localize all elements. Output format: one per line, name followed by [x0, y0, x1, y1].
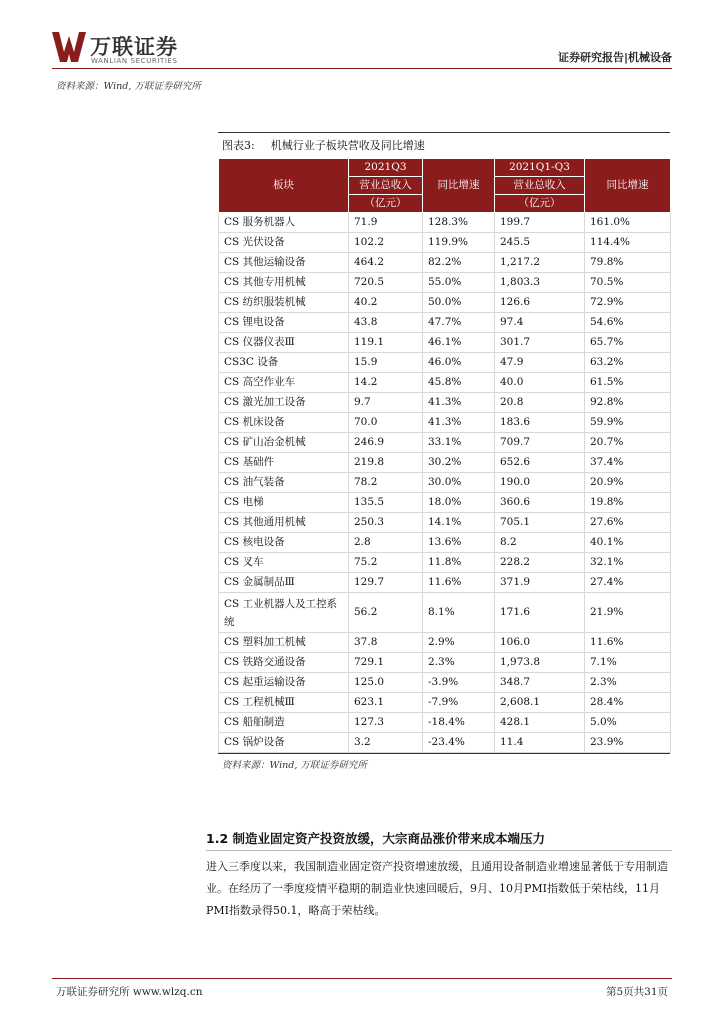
cell-yoy-q1q3: 37.4% [585, 453, 671, 473]
cell-revenue-q3: 15.9 [349, 353, 423, 373]
cell-yoy-q1q3: 11.6% [585, 633, 671, 653]
cell-sector: CS 核电设备 [219, 533, 349, 553]
cell-yoy-q3: 41.3% [423, 393, 495, 413]
header-period-q3: 2021Q3 [349, 159, 423, 177]
cell-revenue-q1q3: 183.6 [495, 413, 585, 433]
cell-revenue-q1q3: 40.0 [495, 373, 585, 393]
sector-revenue-table [218, 158, 671, 753]
table-row [219, 353, 671, 373]
table-row [219, 553, 671, 573]
cell-sector: CS 其他通用机械 [219, 513, 349, 533]
cell-yoy-q3: -7.9% [423, 693, 495, 713]
cell-revenue-q3: 78.2 [349, 473, 423, 493]
cell-yoy-q3: 47.7% [423, 313, 495, 333]
header-yoy-q3: 同比增速 [423, 159, 495, 213]
cell-revenue-q1q3: 360.6 [495, 493, 585, 513]
table-bottom-rule [218, 753, 670, 754]
section-paragraph: 进入三季度以来，我国制造业固定资产投资增速放缓，且通用设备制造业增速显著低于专用制造业。在经历了一季度疫情平稳期的制造业快速回暖后，9月、10月PMI指数低于荣枯线，11月PMI指数录得50.1，略高于荣枯线。 [206, 860, 668, 917]
cell-sector: CS 锂电设备 [219, 313, 349, 333]
cell-yoy-q1q3: 61.5% [585, 373, 671, 393]
cell-yoy-q3: 46.1% [423, 333, 495, 353]
cell-sector: CS 纺织服装机械 [219, 293, 349, 313]
cell-yoy-q3: 33.1% [423, 433, 495, 453]
wanlian-logo-icon [52, 30, 86, 64]
header-unit-q3: （亿元） [349, 195, 423, 213]
cell-yoy-q1q3: 23.9% [585, 733, 671, 753]
logo-name-cn: 万联证券 [90, 35, 178, 59]
table-row [219, 653, 671, 673]
company-logo [52, 30, 212, 70]
table-row [219, 393, 671, 413]
footer-website: 万联证券研究所 www.wlzq.cn [56, 986, 203, 998]
report-category: 证券研究报告|机械设备 [557, 51, 672, 64]
cell-yoy-q1q3: 28.4% [585, 693, 671, 713]
cell-yoy-q3: 8.1% [423, 593, 495, 633]
cell-sector: CS 起重运输设备 [219, 673, 349, 693]
cell-revenue-q3: 246.9 [349, 433, 423, 453]
cell-sector: CS 其他运输设备 [219, 253, 349, 273]
cell-yoy-q3: 30.0% [423, 473, 495, 493]
section-divider [206, 850, 672, 851]
cell-sector: CS 电梯 [219, 493, 349, 513]
cell-sector: CS 激光加工设备 [219, 393, 349, 413]
cell-sector: CS 塑料加工机械 [219, 633, 349, 653]
cell-yoy-q3: 14.1% [423, 513, 495, 533]
cell-yoy-q1q3: 27.6% [585, 513, 671, 533]
cell-yoy-q3: 50.0% [423, 293, 495, 313]
cell-revenue-q3: 250.3 [349, 513, 423, 533]
cell-revenue-q3: 219.8 [349, 453, 423, 473]
cell-revenue-q1q3: 199.7 [495, 213, 585, 233]
cell-yoy-q1q3: 19.8% [585, 493, 671, 513]
cell-yoy-q3: 30.2% [423, 453, 495, 473]
cell-revenue-q3: 71.9 [349, 213, 423, 233]
cell-revenue-q1q3: 652.6 [495, 453, 585, 473]
cell-sector: CS 光伏设备 [219, 233, 349, 253]
cell-yoy-q1q3: 2.3% [585, 673, 671, 693]
cell-yoy-q1q3: 20.9% [585, 473, 671, 493]
cell-revenue-q1q3: 1,803.3 [495, 273, 585, 293]
cell-revenue-q3: 127.3 [349, 713, 423, 733]
cell-revenue-q3: 9.7 [349, 393, 423, 413]
cell-yoy-q1q3: 59.9% [585, 413, 671, 433]
source-note-table: 资料来源：Wind, 万联证券研究所 [222, 760, 367, 771]
cell-sector: CS 高空作业车 [219, 373, 349, 393]
cell-yoy-q1q3: 65.7% [585, 333, 671, 353]
header-yoy-q1q3: 同比增速 [585, 159, 671, 213]
cell-revenue-q1q3: 301.7 [495, 333, 585, 353]
figure-label: 图表3: [222, 139, 255, 152]
cell-yoy-q1q3: 21.9% [585, 593, 671, 633]
header-period-q1q3: 2021Q1-Q3 [495, 159, 585, 177]
table-body [219, 213, 671, 753]
cell-revenue-q1q3: 171.6 [495, 593, 585, 633]
cell-yoy-q3: 13.6% [423, 533, 495, 553]
cell-revenue-q1q3: 190.0 [495, 473, 585, 493]
cell-sector: CS 仪器仪表Ⅲ [219, 333, 349, 353]
table-row [219, 513, 671, 533]
cell-yoy-q1q3: 54.6% [585, 313, 671, 333]
page-number: 第5页共31页 [605, 986, 668, 998]
cell-revenue-q3: 2.8 [349, 533, 423, 553]
cell-revenue-q3: 56.2 [349, 593, 423, 633]
cell-revenue-q3: 3.2 [349, 733, 423, 753]
cell-sector: CS 金属制品Ⅲ [219, 573, 349, 593]
cell-revenue-q1q3: 47.9 [495, 353, 585, 373]
cell-sector: CS 油气装备 [219, 473, 349, 493]
cell-sector: CS 船舶制造 [219, 713, 349, 733]
cell-yoy-q3: 119.9% [423, 233, 495, 253]
cell-yoy-q1q3: 79.8% [585, 253, 671, 273]
table-row [219, 633, 671, 653]
cell-yoy-q3: 2.3% [423, 653, 495, 673]
cell-yoy-q1q3: 7.1% [585, 653, 671, 673]
table-row [219, 693, 671, 713]
cell-yoy-q1q3: 27.4% [585, 573, 671, 593]
table-row [219, 673, 671, 693]
cell-yoy-q3: -23.4% [423, 733, 495, 753]
cell-yoy-q1q3: 32.1% [585, 553, 671, 573]
cell-revenue-q1q3: 428.1 [495, 713, 585, 733]
cell-yoy-q3: 2.9% [423, 633, 495, 653]
sector-revenue-table-figure [218, 132, 670, 771]
cell-revenue-q1q3: 106.0 [495, 633, 585, 653]
cell-revenue-q3: 464.2 [349, 253, 423, 273]
table-row [219, 233, 671, 253]
header-unit-q1q3: （亿元） [495, 195, 585, 213]
cell-revenue-q1q3: 126.6 [495, 293, 585, 313]
table-row [219, 733, 671, 753]
cell-yoy-q3: 11.8% [423, 553, 495, 573]
cell-revenue-q1q3: 1,217.2 [495, 253, 585, 273]
table-row [219, 433, 671, 453]
cell-revenue-q1q3: 20.8 [495, 393, 585, 413]
cell-yoy-q3: 11.6% [423, 573, 495, 593]
table-row [219, 373, 671, 393]
cell-revenue-q3: 729.1 [349, 653, 423, 673]
footer-divider [52, 978, 672, 979]
source-note-top: 资料来源：Wind, 万联证券研究所 [56, 81, 201, 92]
cell-yoy-q1q3: 92.8% [585, 393, 671, 413]
cell-revenue-q1q3: 705.1 [495, 513, 585, 533]
cell-yoy-q3: 82.2% [423, 253, 495, 273]
cell-yoy-q1q3: 20.7% [585, 433, 671, 453]
cell-yoy-q1q3: 161.0% [585, 213, 671, 233]
table-row [219, 713, 671, 733]
cell-yoy-q1q3: 40.1% [585, 533, 671, 553]
cell-sector: CS 机床设备 [219, 413, 349, 433]
cell-revenue-q1q3: 709.7 [495, 433, 585, 453]
cell-revenue-q1q3: 1,973.8 [495, 653, 585, 673]
table-row [219, 493, 671, 513]
table-row [219, 213, 671, 233]
cell-sector: CS3C 设备 [219, 353, 349, 373]
cell-yoy-q3: 45.8% [423, 373, 495, 393]
cell-sector: CS 铁路交通设备 [219, 653, 349, 673]
cell-sector: CS 工程机械Ⅲ [219, 693, 349, 713]
cell-revenue-q1q3: 11.4 [495, 733, 585, 753]
table-row [219, 293, 671, 313]
cell-sector: CS 叉车 [219, 553, 349, 573]
cell-sector: CS 矿山冶金机械 [219, 433, 349, 453]
cell-revenue-q3: 40.2 [349, 293, 423, 313]
cell-revenue-q3: 125.0 [349, 673, 423, 693]
table-row [219, 473, 671, 493]
cell-revenue-q1q3: 228.2 [495, 553, 585, 573]
cell-yoy-q1q3: 5.0% [585, 713, 671, 733]
cell-revenue-q1q3: 371.9 [495, 573, 585, 593]
header-revenue-q1q3: 营业总收入 [495, 177, 585, 195]
table-row [219, 573, 671, 593]
cell-revenue-q3: 135.5 [349, 493, 423, 513]
cell-revenue-q3: 14.2 [349, 373, 423, 393]
table-row [219, 333, 671, 353]
header-divider [52, 68, 672, 69]
cell-sector: CS 其他专用机械 [219, 273, 349, 293]
cell-revenue-q3: 43.8 [349, 313, 423, 333]
logo-name-en: WANLIAN SECURITIES [91, 57, 178, 65]
cell-yoy-q3: 18.0% [423, 493, 495, 513]
cell-revenue-q3: 720.5 [349, 273, 423, 293]
cell-revenue-q3: 70.0 [349, 413, 423, 433]
cell-sector: CS 工业机器人及工控系统 [219, 593, 349, 633]
cell-revenue-q1q3: 97.4 [495, 313, 585, 333]
cell-yoy-q3: -3.9% [423, 673, 495, 693]
cell-yoy-q1q3: 72.9% [585, 293, 671, 313]
cell-revenue-q3: 102.2 [349, 233, 423, 253]
cell-revenue-q1q3: 348.7 [495, 673, 585, 693]
section-heading: 1.2 制造业固定资产投资放缓，大宗商品涨价带来成本端压力 [206, 831, 545, 846]
cell-sector: CS 锅炉设备 [219, 733, 349, 753]
cell-yoy-q3: 128.3% [423, 213, 495, 233]
cell-revenue-q3: 623.1 [349, 693, 423, 713]
cell-revenue-q3: 129.7 [349, 573, 423, 593]
cell-revenue-q1q3: 2,608.1 [495, 693, 585, 713]
cell-yoy-q3: 41.3% [423, 413, 495, 433]
table-row [219, 593, 671, 633]
cell-revenue-q1q3: 245.5 [495, 233, 585, 253]
table-row [219, 253, 671, 273]
cell-yoy-q1q3: 63.2% [585, 353, 671, 373]
cell-revenue-q3: 119.1 [349, 333, 423, 353]
table-row [219, 313, 671, 333]
table-row [219, 413, 671, 433]
cell-sector: CS 服务机器人 [219, 213, 349, 233]
cell-yoy-q3: 55.0% [423, 273, 495, 293]
table-row [219, 453, 671, 473]
cell-revenue-q3: 37.8 [349, 633, 423, 653]
figure-title-text: 机械行业子板块营收及同比增速 [270, 139, 425, 152]
cell-revenue-q1q3: 8.2 [495, 533, 585, 553]
cell-yoy-q1q3: 114.4% [585, 233, 671, 253]
cell-yoy-q1q3: 70.5% [585, 273, 671, 293]
header-revenue-q3: 营业总收入 [349, 177, 423, 195]
figure-title [218, 132, 670, 158]
cell-sector: CS 基础件 [219, 453, 349, 473]
header-sector: 板块 [219, 159, 349, 213]
table-row [219, 273, 671, 293]
table-row [219, 533, 671, 553]
cell-yoy-q3: 46.0% [423, 353, 495, 373]
cell-revenue-q3: 75.2 [349, 553, 423, 573]
cell-yoy-q3: -18.4% [423, 713, 495, 733]
